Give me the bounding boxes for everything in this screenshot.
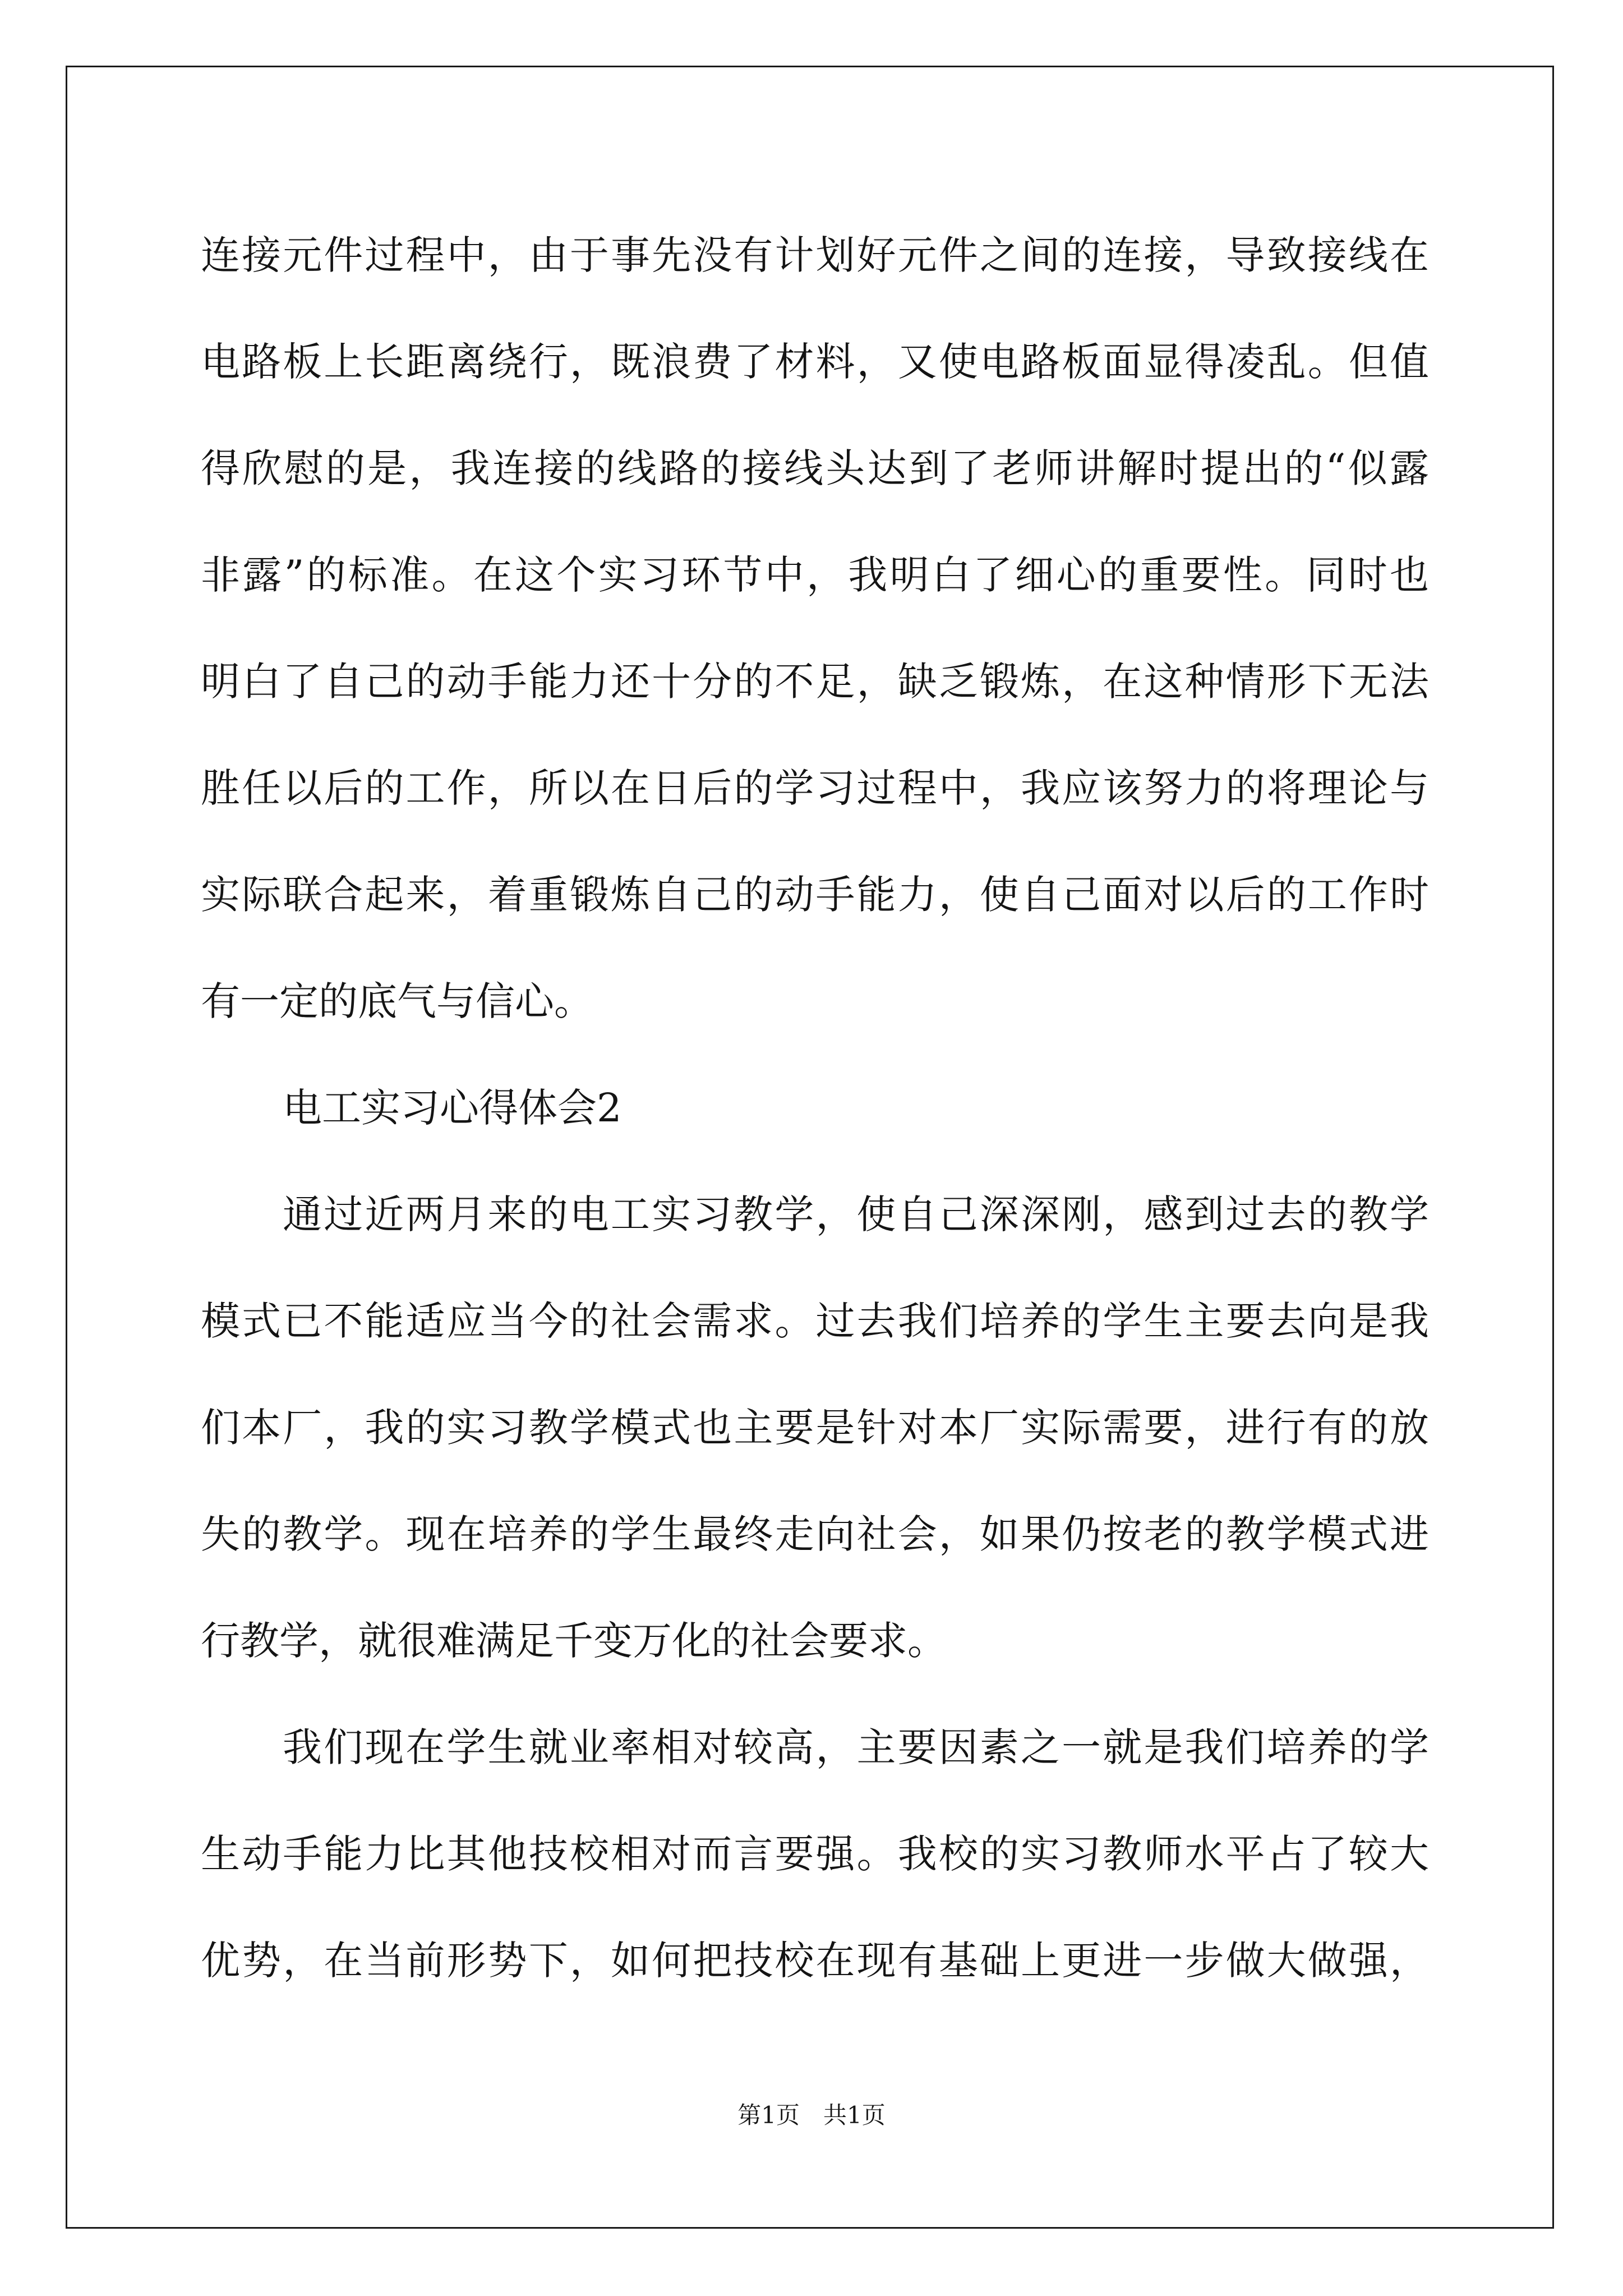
text-line: 我们现在学生就业率相对较高，主要因素之一就是我们培养的学: [283, 1724, 1429, 1770]
text-line: 连接元件过程中，由于事先没有计划好元件之间的连接，导致接线在: [201, 232, 1429, 278]
page-number-footer: 第1页 共1页: [737, 2101, 886, 2129]
text-line: 非露”的标准。在这个实习环节中，我明白了细心的重要性。同时也: [201, 552, 1429, 598]
text-line: 胜任以后的工作，所以在日后的学习过程中，我应该努力的将理论与: [201, 765, 1429, 811]
text-line: 们本厂，我的实习教学模式也主要是针对本厂实际需要，进行有的放: [201, 1405, 1429, 1451]
section-heading: 电工实习心得体会2: [283, 1085, 622, 1131]
document-body: [201, 213, 1429, 2025]
text-line: 明白了自己的动手能力还十分的不足，缺乏锻炼，在这种情形下无法: [201, 659, 1429, 705]
text-line: 失的教学。现在培养的学生最终走向社会，如果仍按老的教学模式进: [201, 1511, 1429, 1557]
text-line: 得欣慰的是，我连接的线路的接线头达到了老师讲解时提出的“似露: [201, 445, 1429, 491]
text-line: 通过近两月来的电工实习教学，使自己深深刚，感到过去的教学: [283, 1191, 1429, 1237]
text-line: 模式已不能适应当今的社会需求。过去我们培养的学生主要去向是我: [201, 1298, 1429, 1344]
text-line: 生动手能力比其他技校相对而言要强。我校的实习教师水平占了较大: [201, 1831, 1429, 1877]
text-line: 实际联合起来，着重锻炼自己的动手能力，使自己面对以后的工作时: [201, 872, 1429, 918]
text-line: 有一定的底气与信心。: [201, 978, 593, 1024]
text-line: 行教学，就很难满足千变万化的社会要求。: [201, 1618, 947, 1664]
text-line: 优势，在当前形势下，如何把技校在现有基础上更进一步做大做强，: [201, 1938, 1429, 1984]
text-line: 电路板上长距离绕行，既浪费了材料，又使电路板面显得凌乱。但值: [201, 339, 1429, 385]
